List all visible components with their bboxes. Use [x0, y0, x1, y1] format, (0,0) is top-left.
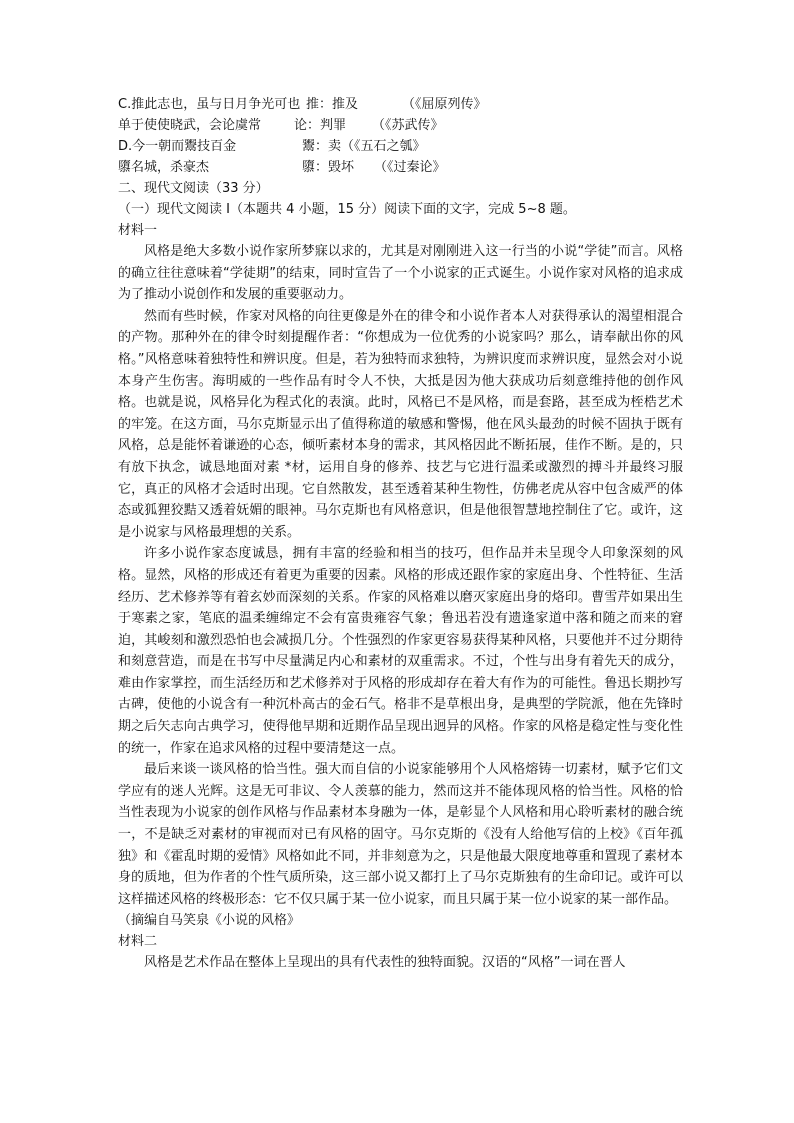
- option-sentence: 隳名城，杀豪杰: [118, 160, 210, 175]
- option-word: 论：判罪: [294, 118, 347, 133]
- option-source: （《屈原列传》: [402, 97, 487, 112]
- option-sentence: 单于使使晓武，会论虞常: [118, 118, 262, 133]
- option-word: 鬻：卖（《五石之瓠》: [302, 139, 426, 154]
- material-one-paragraph-2: 然而有些时候，作家对风格的向往更像是外在的律令和小说作者本人对获得承认的渴望相混合的产物。那种外在的律令时刻提醒作者：“你想成为一位优秀的小说家吗？那么，请奉献出你的风格。”风格意味着独特性和辨识度。但是，若为独特而求独特，为辨识度而求辨识度，显然会对小说本身产生伤害。海明威的一些作品有时令人不快，大抵是因为他大获成功后刻意维持他的创作风格。也就是说，风格异化为程式化的表演。此时，风格已不是风格，而是套路，甚至成为桎梏艺术的牢笼。在这方面，马尔克斯显示出了值得称道的敏感和警惕，他在风头最劲的时候不固执于既有风格，总是能怀着谦逊的心态，倾听素材本身的需求，其风格因此不断拓展，佳作不断。是的，只有放下执念，诚恳地面对素 *材，运用自身的修养、技艺与它进行温柔或激烈的搏斗并最终习服它，真正的风格才会适时出现。它自然散发，甚至透着某种生物性，仿佛老虎从容中包含威严的体态或狐狸狡黠又透着妩媚的眼神。马尔克斯也有风格意识，但是他很智慧地控制住了它。或许，这是小说家与风格最理想的关系。: [118, 308, 683, 540]
- option-source: （《过秦论》: [374, 160, 446, 175]
- material-one-paragraph-3: 许多小说作家态度诚恳，拥有丰富的经验和相当的技巧，但作品并未呈现令人印象深刻的风格。显然，风格的形成还有着更为重要的因素。风格的形成还跟作家的家庭出身、个性特征、生活经历、艺术修养等有着玄妙而深刻的关系。作家的风格难以磨灭家庭出身的烙印。曹雪芹如果出生于寒素之家，笔底的温柔缠绵定不会有富贵雍容气象；鲁迅若没有遗逢家道中落和随之而来的窘迫，其峻刻和激烈恐怕也会减损几分。个性强烈的作家更容易获得某种风格，只要他并不过分期待和刻意营造，而是在书写中尽量满足内心和素材的双重需求。不过，个性与出身有着先天的成分，难由作家掌控，而生活经历和艺术修养对于风格的形成却存在着大有作为的可能性。鲁迅长期抄写古碑，使他的小说含有一种沉朴高古的金石气。格非不是草根出身，是典型的学院派，他在先锋时期之后矢志向古典学习，使得他早期和近期作品呈现出迥异的风格。作家的风格是稳定性与变化性的统一，作家在追求风格的过程中要清楚这一点。: [118, 546, 683, 756]
- material-one-paragraph-1: 风格是绝大多数小说作家所梦寐以求的，尤其是对刚刚进入这一行当的小说“学徒”而言。风格的确立往往意味着“学徒期”的结束，同时宣告了一个小说家的正式诞生。小说作家对风格的追求成为了推动小说创作和发展的重要驱动力。: [118, 244, 683, 303]
- sub-section-title: （一）现代文阅读 I（本题共 4 小题，15 分）阅读下面的文字，完成 5~8 题。: [118, 202, 576, 217]
- option-source: （《苏武传》: [372, 118, 444, 133]
- option-c-line1: [118, 94, 683, 115]
- material-two-paragraph-1: 风格是艺术作品在整体上呈现出的具有代表性的独特面貌。汉语的“风格”一词在晋人: [144, 955, 626, 971]
- option-d-line1: [118, 136, 683, 157]
- option-word: 推：推及: [306, 97, 359, 112]
- option-d-line2: [118, 157, 683, 178]
- option-c-line2: [118, 115, 683, 136]
- option-sentence: C.推此志也，虽与日月争光可也: [118, 97, 301, 112]
- option-word: 隳：毁坏: [302, 160, 355, 175]
- material-one-label: 材料一: [118, 223, 158, 238]
- section-title: 二、现代文阅读（33 分）: [118, 181, 269, 196]
- page-content: [118, 94, 683, 974]
- material-one-paragraph-4: 最后来谈一谈风格的恰当性。强大而自信的小说家能够用个人风格熔铸一切素材，赋予它们文学应有的迷人光辉。这是无可非议、令人羡慕的能力，然而这并不能体现风格的恰当性。风格的恰当性表现为小说家的创作风格与作品素材本身融为一体，是彰显个人风格和用心聆听素材的融合统一，不是缺乏对素材的审视而对已有风格的固守。马尔克斯的《没有人给他写信的上校》《百年孤独》和《霍乱时期的爱情》风格如此不同，并非刻意为之，只是他最大限度地尊重和置现了素材本身的质地，但为作者的个性气质所染，这三部小说又都打上了马尔克斯独有的生命印记。或许可以这样描述风格的终极形态：它不仅只属于某一位小说家，而且只属于某一位小说家的某一部作品。: [118, 762, 683, 907]
- citation: （摘编自马笑泉《小说的风格》: [118, 913, 301, 929]
- material-two-label: 材料二: [118, 934, 158, 950]
- option-sentence: D.今一朝而鬻技百金: [118, 139, 237, 154]
